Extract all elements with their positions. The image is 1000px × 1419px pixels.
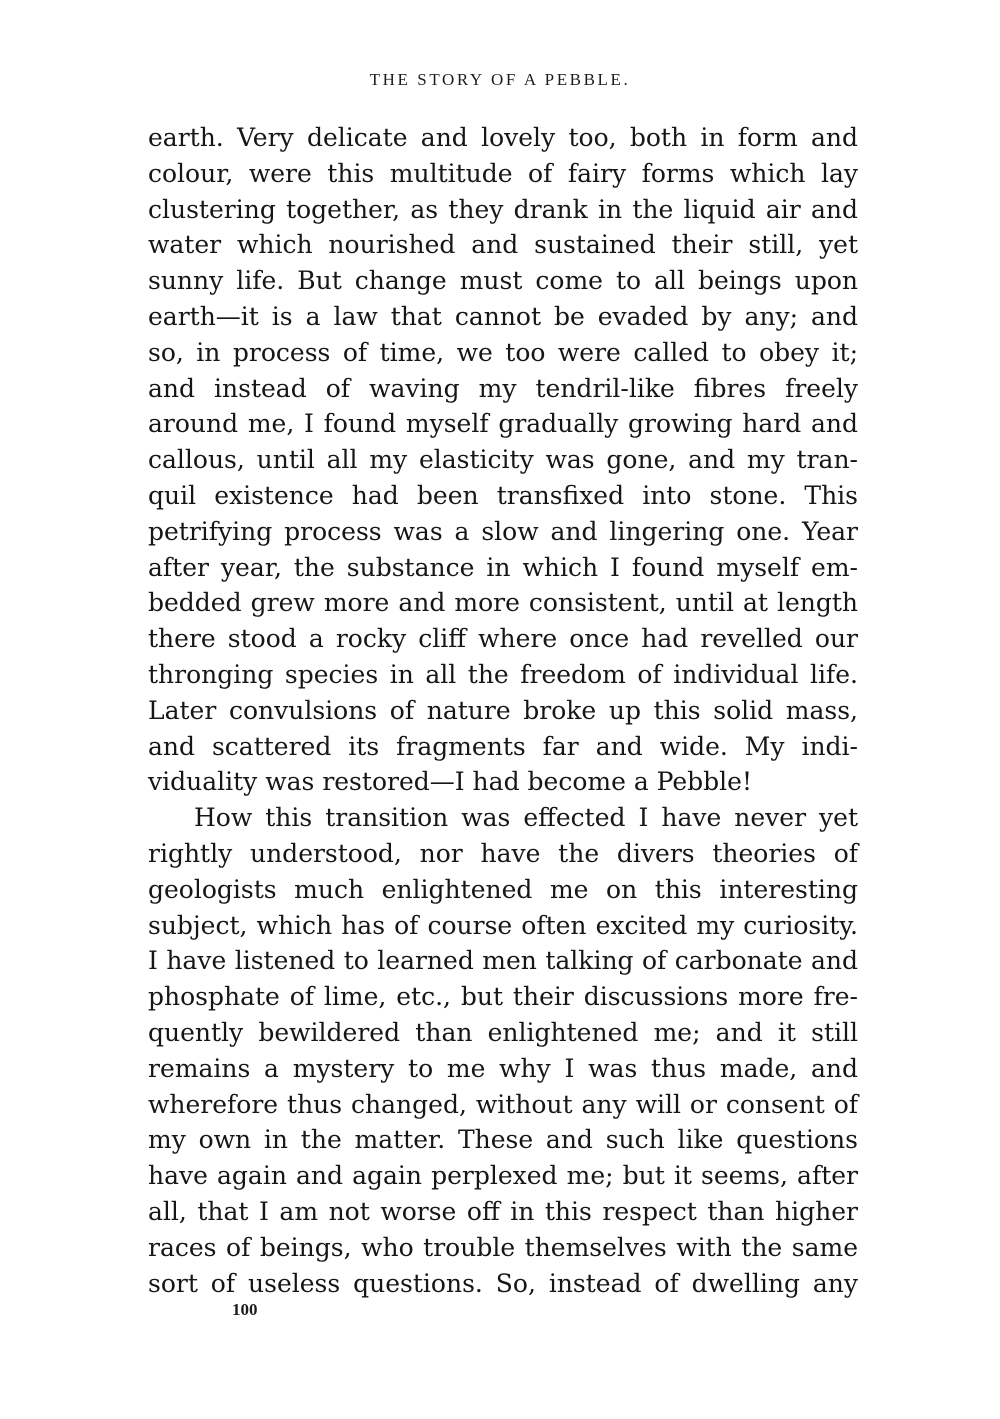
- text-line: remains a mystery to me why I was thus made, and: [148, 1053, 858, 1083]
- text-line: so, in process of time, we too were called to obey it;: [148, 337, 858, 367]
- text-line: quil existence had been transfixed into stone. This: [148, 480, 858, 510]
- text-line: viduality was restored—I had become a Pebble!: [148, 767, 753, 797]
- text-line: around me, I found myself gradually growing hard and: [148, 409, 858, 439]
- text-line: my own in the matter. These and such like questions: [148, 1125, 858, 1155]
- body-text: [148, 120, 858, 1301]
- text-line: bedded grew more and more consistent, until at length: [148, 588, 858, 618]
- text-line: phosphate of lime, etc., but their discussions more fre-: [148, 982, 858, 1012]
- text-line: all, that I am not worse off in this respect than higher: [148, 1196, 858, 1226]
- running-head: THE STORY OF A PEBBLE.: [369, 70, 631, 89]
- text-line: How this transition was effected I have never yet: [194, 803, 858, 833]
- text-line: have again and again perplexed me; but it seems, after: [148, 1161, 858, 1191]
- text-line: earth. Very delicate and lovely too, both in form and: [148, 123, 858, 152]
- text-line: after year, the substance in which I found myself em-: [148, 552, 858, 582]
- text-line: and instead of waving my tendril-like fibres freely: [148, 373, 858, 403]
- text-line: and scattered its fragments far and wide. My indi-: [148, 731, 858, 761]
- text-line: colour, were this multitude of fairy forms which lay: [148, 158, 858, 188]
- text-line: I have listened to learned men talking of carbonate and: [148, 946, 858, 976]
- paragraph-2: [148, 800, 858, 1301]
- text-line: geologists much enlightened me on this interesting: [148, 874, 858, 904]
- text-line: thronging species in all the freedom of individual life.: [148, 659, 858, 689]
- text-line: rightly understood, nor have the divers theories of: [148, 838, 858, 868]
- page-number: 100: [232, 1300, 258, 1319]
- text-line: quently bewildered than enlightened me; and it still: [148, 1017, 858, 1047]
- text-line: Later convulsions of nature broke up this solid mass,: [148, 695, 858, 725]
- text-line: sort of useless questions. So, instead of dwelling any: [148, 1268, 858, 1298]
- text-line: water which nourished and sustained their still, yet: [148, 230, 858, 260]
- text-line: clustering together, as they drank in the liquid air and: [148, 194, 858, 224]
- text-line: wherefore thus changed, without any will or consent of: [148, 1089, 858, 1119]
- text-line: callous, until all my elasticity was gone, and my tran-: [148, 445, 858, 475]
- text-line: subject, which has of course often excited my curiosity.: [148, 910, 858, 940]
- text-line: earth—it is a law that cannot be evaded by any; and: [148, 301, 858, 331]
- text-line: there stood a rocky cliff where once had revelled our: [148, 624, 858, 654]
- paragraph-1: [148, 120, 858, 800]
- text-line: sunny life. But change must come to all beings upon: [148, 266, 858, 296]
- text-line: races of beings, who trouble themselves with the same: [148, 1232, 858, 1262]
- text-line: petrifying process was a slow and lingering one. Year: [148, 516, 858, 546]
